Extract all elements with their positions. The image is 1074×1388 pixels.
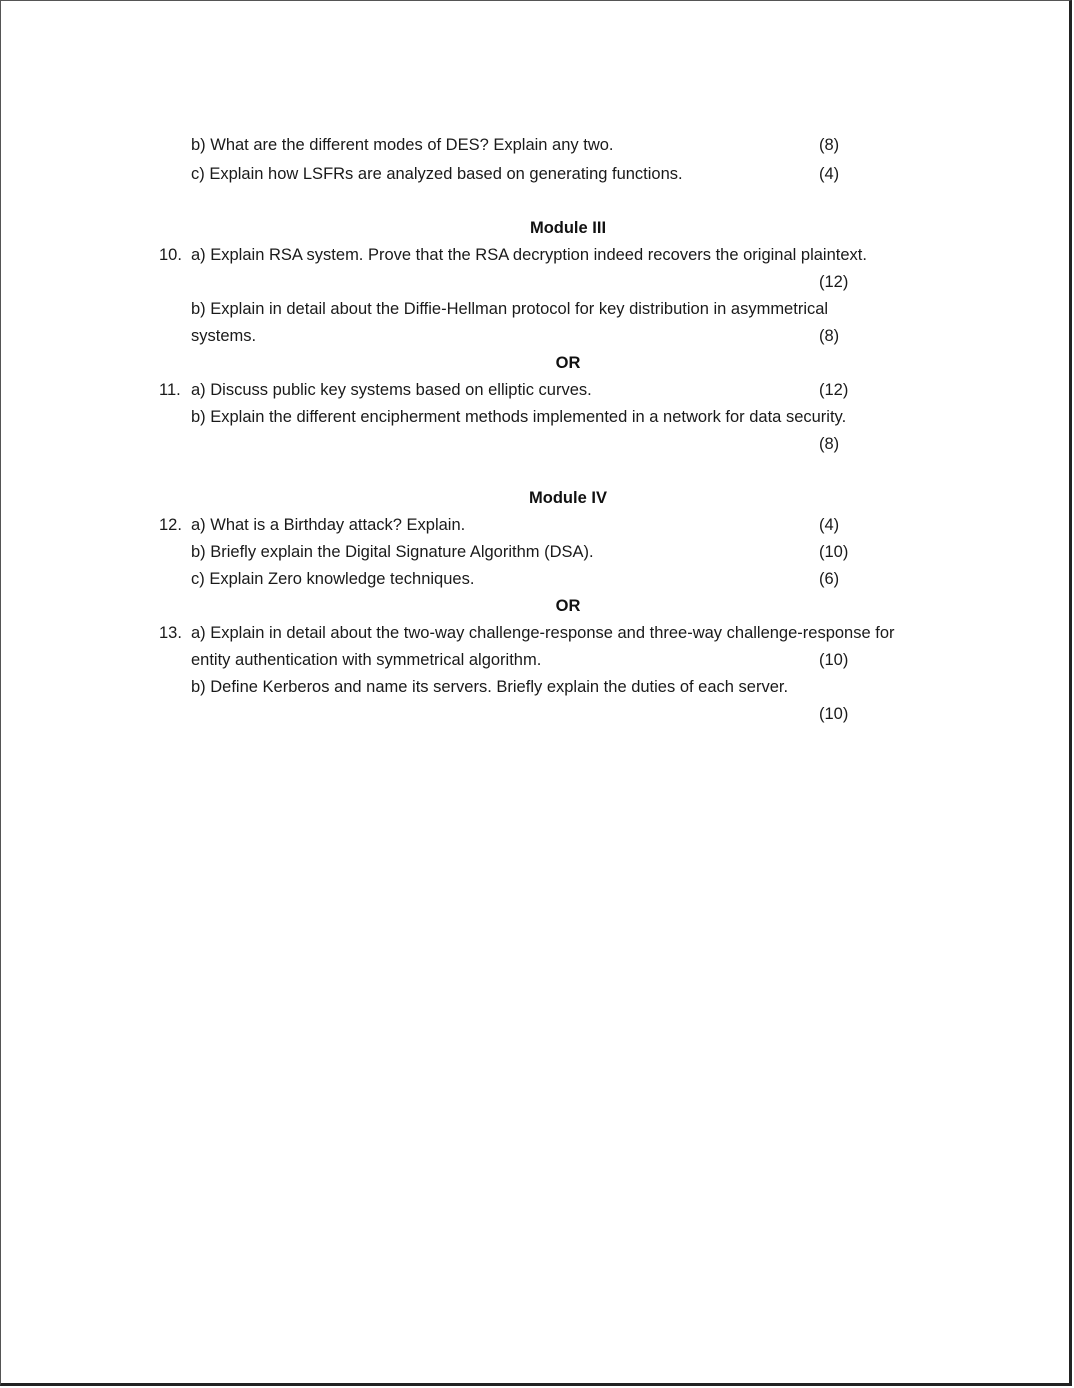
q12b-marks: (10) xyxy=(819,543,849,561)
q10b-line1: b) Explain in detail about the Diffie-Hellman protocol for key distribution in asymmetrical xyxy=(191,300,829,318)
q9b-marks: (8) xyxy=(819,136,840,154)
module-4-heading: Module IV xyxy=(529,489,607,507)
module-4-or: OR xyxy=(555,597,581,615)
q13b-marks: (10) xyxy=(819,705,849,723)
module-3-heading: Module III xyxy=(529,219,607,237)
q11a-marks: (12) xyxy=(819,381,849,399)
q12b-text: b) Briefly explain the Digital Signature Algorithm (DSA). xyxy=(191,543,594,561)
q9c-text: c) Explain how LSFRs are analyzed based on generating functions. xyxy=(191,165,683,183)
q9b-text: b) What are the different modes of DES? Explain any two. xyxy=(191,136,614,154)
q10b-line2: systems. xyxy=(191,327,257,345)
q10-number: 10. xyxy=(159,246,182,264)
q10a-marks: (12) xyxy=(819,273,849,291)
q12c-marks: (6) xyxy=(819,570,840,588)
q13a-line1: a) Explain in detail about the two-way challenge-response and three-way challenge-response for xyxy=(191,624,895,642)
q11b-marks: (8) xyxy=(819,435,840,453)
q13a-line2: entity authentication with symmetrical algorithm. xyxy=(191,651,542,669)
q11-number: 11. xyxy=(159,381,181,399)
q10b-marks: (8) xyxy=(819,327,840,345)
q12a-marks: (4) xyxy=(819,516,840,534)
q13a-marks: (10) xyxy=(819,651,849,669)
q11b-text: b) Explain the different encipherment methods implemented in a network for data security. xyxy=(191,408,847,426)
q12a-text: a) What is a Birthday attack? Explain. xyxy=(191,516,466,534)
q11a-text: a) Discuss public key systems based on elliptic curves. xyxy=(191,381,592,399)
q9c-marks: (4) xyxy=(819,165,840,183)
module-3-or: OR xyxy=(555,354,581,372)
q12c-text: c) Explain Zero knowledge techniques. xyxy=(191,570,475,588)
q13-number: 13. xyxy=(159,624,182,642)
q12-number: 12. xyxy=(159,516,182,534)
q13b-text: b) Define Kerberos and name its servers. Briefly explain the duties of each server. xyxy=(191,678,789,696)
q10a-text: a) Explain RSA system. Prove that the RSA decryption indeed recovers the original plaintext. xyxy=(191,246,867,264)
